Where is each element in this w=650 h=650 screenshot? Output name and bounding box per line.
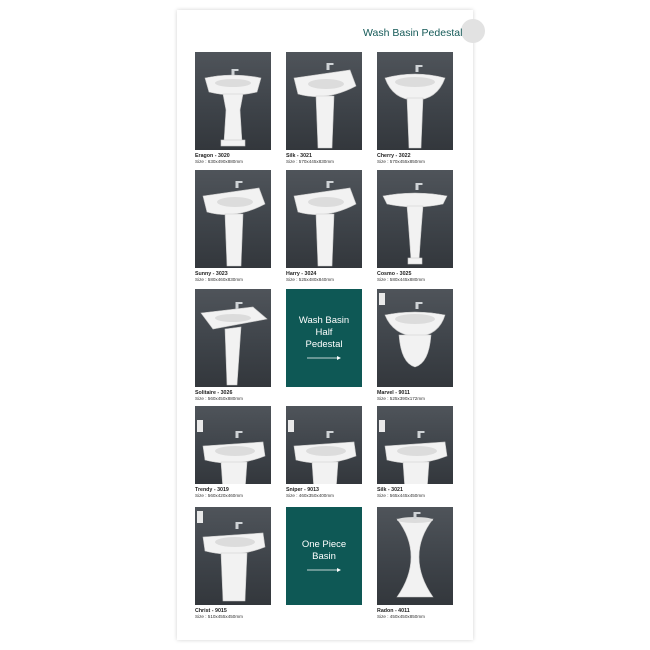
product-card-radon[interactable] — [377, 507, 453, 620]
section-banner[interactable] — [286, 507, 362, 605]
product-size: Size : 460x350x400mm — [286, 493, 335, 498]
product-name: Marvel - 9011 — [377, 390, 410, 396]
product-card-cosmo[interactable] — [377, 170, 453, 283]
product-name: Silk - 3021 — [286, 153, 312, 159]
product-card-sniper[interactable] — [286, 406, 362, 499]
product-image — [286, 170, 362, 268]
page-title: Wash Basin Pedestal — [363, 27, 463, 39]
product-name: Cherry - 3022 — [377, 153, 411, 159]
basin-illustration — [195, 507, 271, 605]
product-size: Size : 560x450x880mm — [195, 396, 244, 401]
product-card-cherry[interactable] — [377, 52, 453, 165]
product-size: Size : 565x445x450mm — [377, 493, 426, 498]
product-name: Solitaire - 3026 — [195, 390, 233, 396]
product-image — [377, 507, 453, 605]
product-image — [377, 170, 453, 268]
section-banner[interactable] — [286, 289, 362, 387]
catalog-page — [177, 10, 473, 640]
product-image — [195, 289, 271, 387]
product-size: Size : 525x480x840mm — [286, 277, 335, 282]
product-name: Eragon - 3020 — [195, 153, 230, 159]
basin-illustration — [377, 170, 453, 268]
product-size: Size : 580x460x830mm — [195, 277, 244, 282]
product-card-sunny[interactable] — [195, 170, 271, 283]
product-size: Size : 450x450x850mm — [377, 614, 426, 619]
product-name: Christ - 9015 — [195, 608, 227, 614]
product-image — [377, 52, 453, 150]
product-card-eragon[interactable] — [195, 52, 271, 165]
product-card-harry[interactable] — [286, 170, 362, 283]
one-piece-section-banner[interactable] — [286, 507, 362, 605]
product-image — [195, 406, 271, 484]
product-card-silk-half[interactable] — [377, 406, 453, 499]
product-name: Sunny - 3023 — [195, 271, 228, 277]
arrow-right-icon — [307, 567, 341, 573]
product-card-silk-3021[interactable] — [286, 52, 362, 165]
product-card-trendy[interactable] — [195, 406, 271, 499]
product-image — [286, 52, 362, 150]
banner-label: Wash Basin Half Pedestal — [298, 315, 350, 350]
product-name: Silk - 3021 — [377, 487, 403, 493]
product-card-christ[interactable] — [195, 507, 271, 620]
product-size: Size : 570x445x830mm — [286, 159, 335, 164]
product-name: Sniper - 9013 — [286, 487, 319, 493]
product-size: Size : 560x420x460mm — [195, 493, 244, 498]
product-name: Trendy - 3019 — [195, 487, 229, 493]
basin-illustration — [195, 170, 271, 268]
product-size: Size : 510x455x450mm — [195, 614, 244, 619]
basin-illustration — [377, 507, 453, 605]
product-size: Size : 580x445x880mm — [377, 277, 426, 282]
product-size: Size : 525x390x172mm — [377, 396, 426, 401]
product-size: Size : 630x490x880mm — [195, 159, 244, 164]
product-image — [377, 289, 453, 387]
basin-illustration — [377, 289, 453, 387]
product-name: Cosmo - 3025 — [377, 271, 412, 277]
product-name: Harry - 3024 — [286, 271, 317, 277]
product-image — [195, 170, 271, 268]
product-image — [377, 406, 453, 484]
basin-illustration — [286, 52, 362, 150]
banner-label: One Piece Basin — [301, 539, 347, 562]
basin-illustration — [195, 289, 271, 387]
basin-illustration — [377, 52, 453, 150]
product-image — [286, 406, 362, 484]
arrow-right-icon — [307, 355, 341, 361]
half-pedestal-section-banner[interactable] — [286, 289, 362, 387]
basin-illustration — [195, 52, 271, 150]
product-image — [195, 507, 271, 605]
basin-illustration — [286, 406, 362, 484]
product-card-marvel[interactable] — [377, 289, 453, 402]
basin-illustration — [377, 406, 453, 484]
product-name: Radon - 4011 — [377, 608, 410, 614]
basin-illustration — [195, 406, 271, 484]
product-size: Size : 570x455x850mm — [377, 159, 426, 164]
basin-illustration — [286, 170, 362, 268]
product-image — [195, 52, 271, 150]
product-card-solitaire[interactable] — [195, 289, 271, 402]
